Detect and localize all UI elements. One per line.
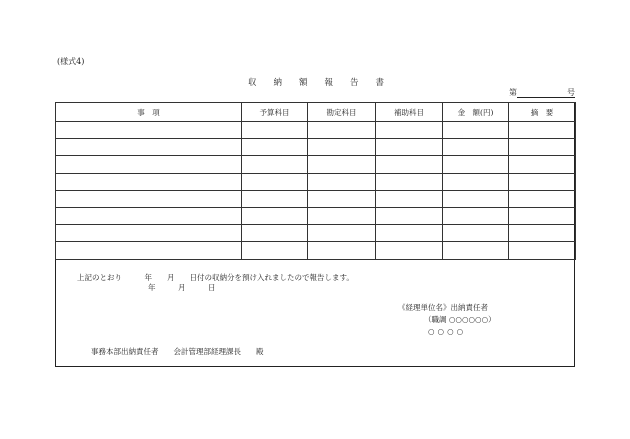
- cell-amount[interactable]: [443, 139, 509, 156]
- number-suffix: 号: [567, 88, 575, 97]
- cell-ledger[interactable]: [308, 225, 376, 242]
- cell-amount[interactable]: [443, 225, 509, 242]
- header-ledger-account: 勘定科目: [308, 103, 376, 122]
- cell-amount[interactable]: [443, 122, 509, 139]
- table-row: [56, 139, 576, 156]
- cell-remarks[interactable]: [509, 207, 576, 224]
- header-sub-account: 補助科目: [376, 103, 443, 122]
- table-header-row: [56, 103, 576, 122]
- cell-amount[interactable]: [443, 207, 509, 224]
- cell-amount[interactable]: [443, 190, 509, 207]
- cell-item[interactable]: [56, 225, 242, 242]
- cell-remarks[interactable]: [509, 225, 576, 242]
- header-amount: 金 額(円): [443, 103, 509, 122]
- cell-amount[interactable]: [443, 173, 509, 190]
- addressee: 事務本部出納責任者 会計管理部経理課長 殿: [91, 347, 264, 356]
- table-row: [56, 173, 576, 190]
- cell-remarks[interactable]: [509, 156, 576, 173]
- cell-budget[interactable]: [242, 139, 308, 156]
- cell-budget[interactable]: [242, 173, 308, 190]
- cell-ledger[interactable]: [308, 122, 376, 139]
- table-row: [56, 190, 576, 207]
- cell-sub[interactable]: [376, 207, 443, 224]
- cell-sub[interactable]: [376, 139, 443, 156]
- cell-item[interactable]: [56, 207, 242, 224]
- cell-sub[interactable]: [376, 225, 443, 242]
- cell-item[interactable]: [56, 139, 242, 156]
- document-title: 収納額報告書: [248, 78, 402, 88]
- table-row: [56, 242, 576, 259]
- cell-amount[interactable]: [443, 242, 509, 259]
- cell-ledger[interactable]: [308, 139, 376, 156]
- cell-item[interactable]: [56, 156, 242, 173]
- cell-ledger[interactable]: [308, 242, 376, 259]
- cell-budget[interactable]: [242, 190, 308, 207]
- signer-name: ○○○○: [428, 327, 467, 336]
- number-prefix: 第: [509, 88, 517, 97]
- cell-item[interactable]: [56, 190, 242, 207]
- cell-ledger[interactable]: [308, 190, 376, 207]
- header-remarks: 摘 要: [509, 103, 576, 122]
- cell-ledger[interactable]: [308, 173, 376, 190]
- table-row: [56, 207, 576, 224]
- table-row: [56, 225, 576, 242]
- report-table: [55, 102, 576, 260]
- cell-budget[interactable]: [242, 156, 308, 173]
- cell-remarks[interactable]: [509, 190, 576, 207]
- table-row: [56, 122, 576, 139]
- cell-item[interactable]: [56, 173, 242, 190]
- cell-budget[interactable]: [242, 242, 308, 259]
- cell-remarks[interactable]: [509, 139, 576, 156]
- header-item: 事 項: [56, 103, 242, 122]
- header-budget-account: 予算科目: [242, 103, 308, 122]
- signer-title: 《経理単位名》出納責任者: [398, 303, 488, 312]
- signer-position: （職調 ○○○○○○）: [424, 315, 496, 324]
- cell-item[interactable]: [56, 122, 242, 139]
- cell-remarks[interactable]: [509, 242, 576, 259]
- cell-remarks[interactable]: [509, 122, 576, 139]
- cell-sub[interactable]: [376, 173, 443, 190]
- cell-sub[interactable]: [376, 156, 443, 173]
- cell-budget[interactable]: [242, 122, 308, 139]
- cell-sub[interactable]: [376, 242, 443, 259]
- cell-ledger[interactable]: [308, 156, 376, 173]
- cell-item[interactable]: [56, 242, 242, 259]
- report-date: 年 月 日: [148, 283, 216, 292]
- cell-sub[interactable]: [376, 122, 443, 139]
- cell-remarks[interactable]: [509, 173, 576, 190]
- cell-ledger[interactable]: [308, 207, 376, 224]
- report-statement: 上記のとおり 年 月 日付の収納分を預け入れましたので報告します。: [77, 273, 354, 282]
- form-number: (様式4): [57, 57, 85, 66]
- cell-budget[interactable]: [242, 207, 308, 224]
- table-row: [56, 156, 576, 173]
- cell-sub[interactable]: [376, 190, 443, 207]
- cell-amount[interactable]: [443, 156, 509, 173]
- cell-budget[interactable]: [242, 225, 308, 242]
